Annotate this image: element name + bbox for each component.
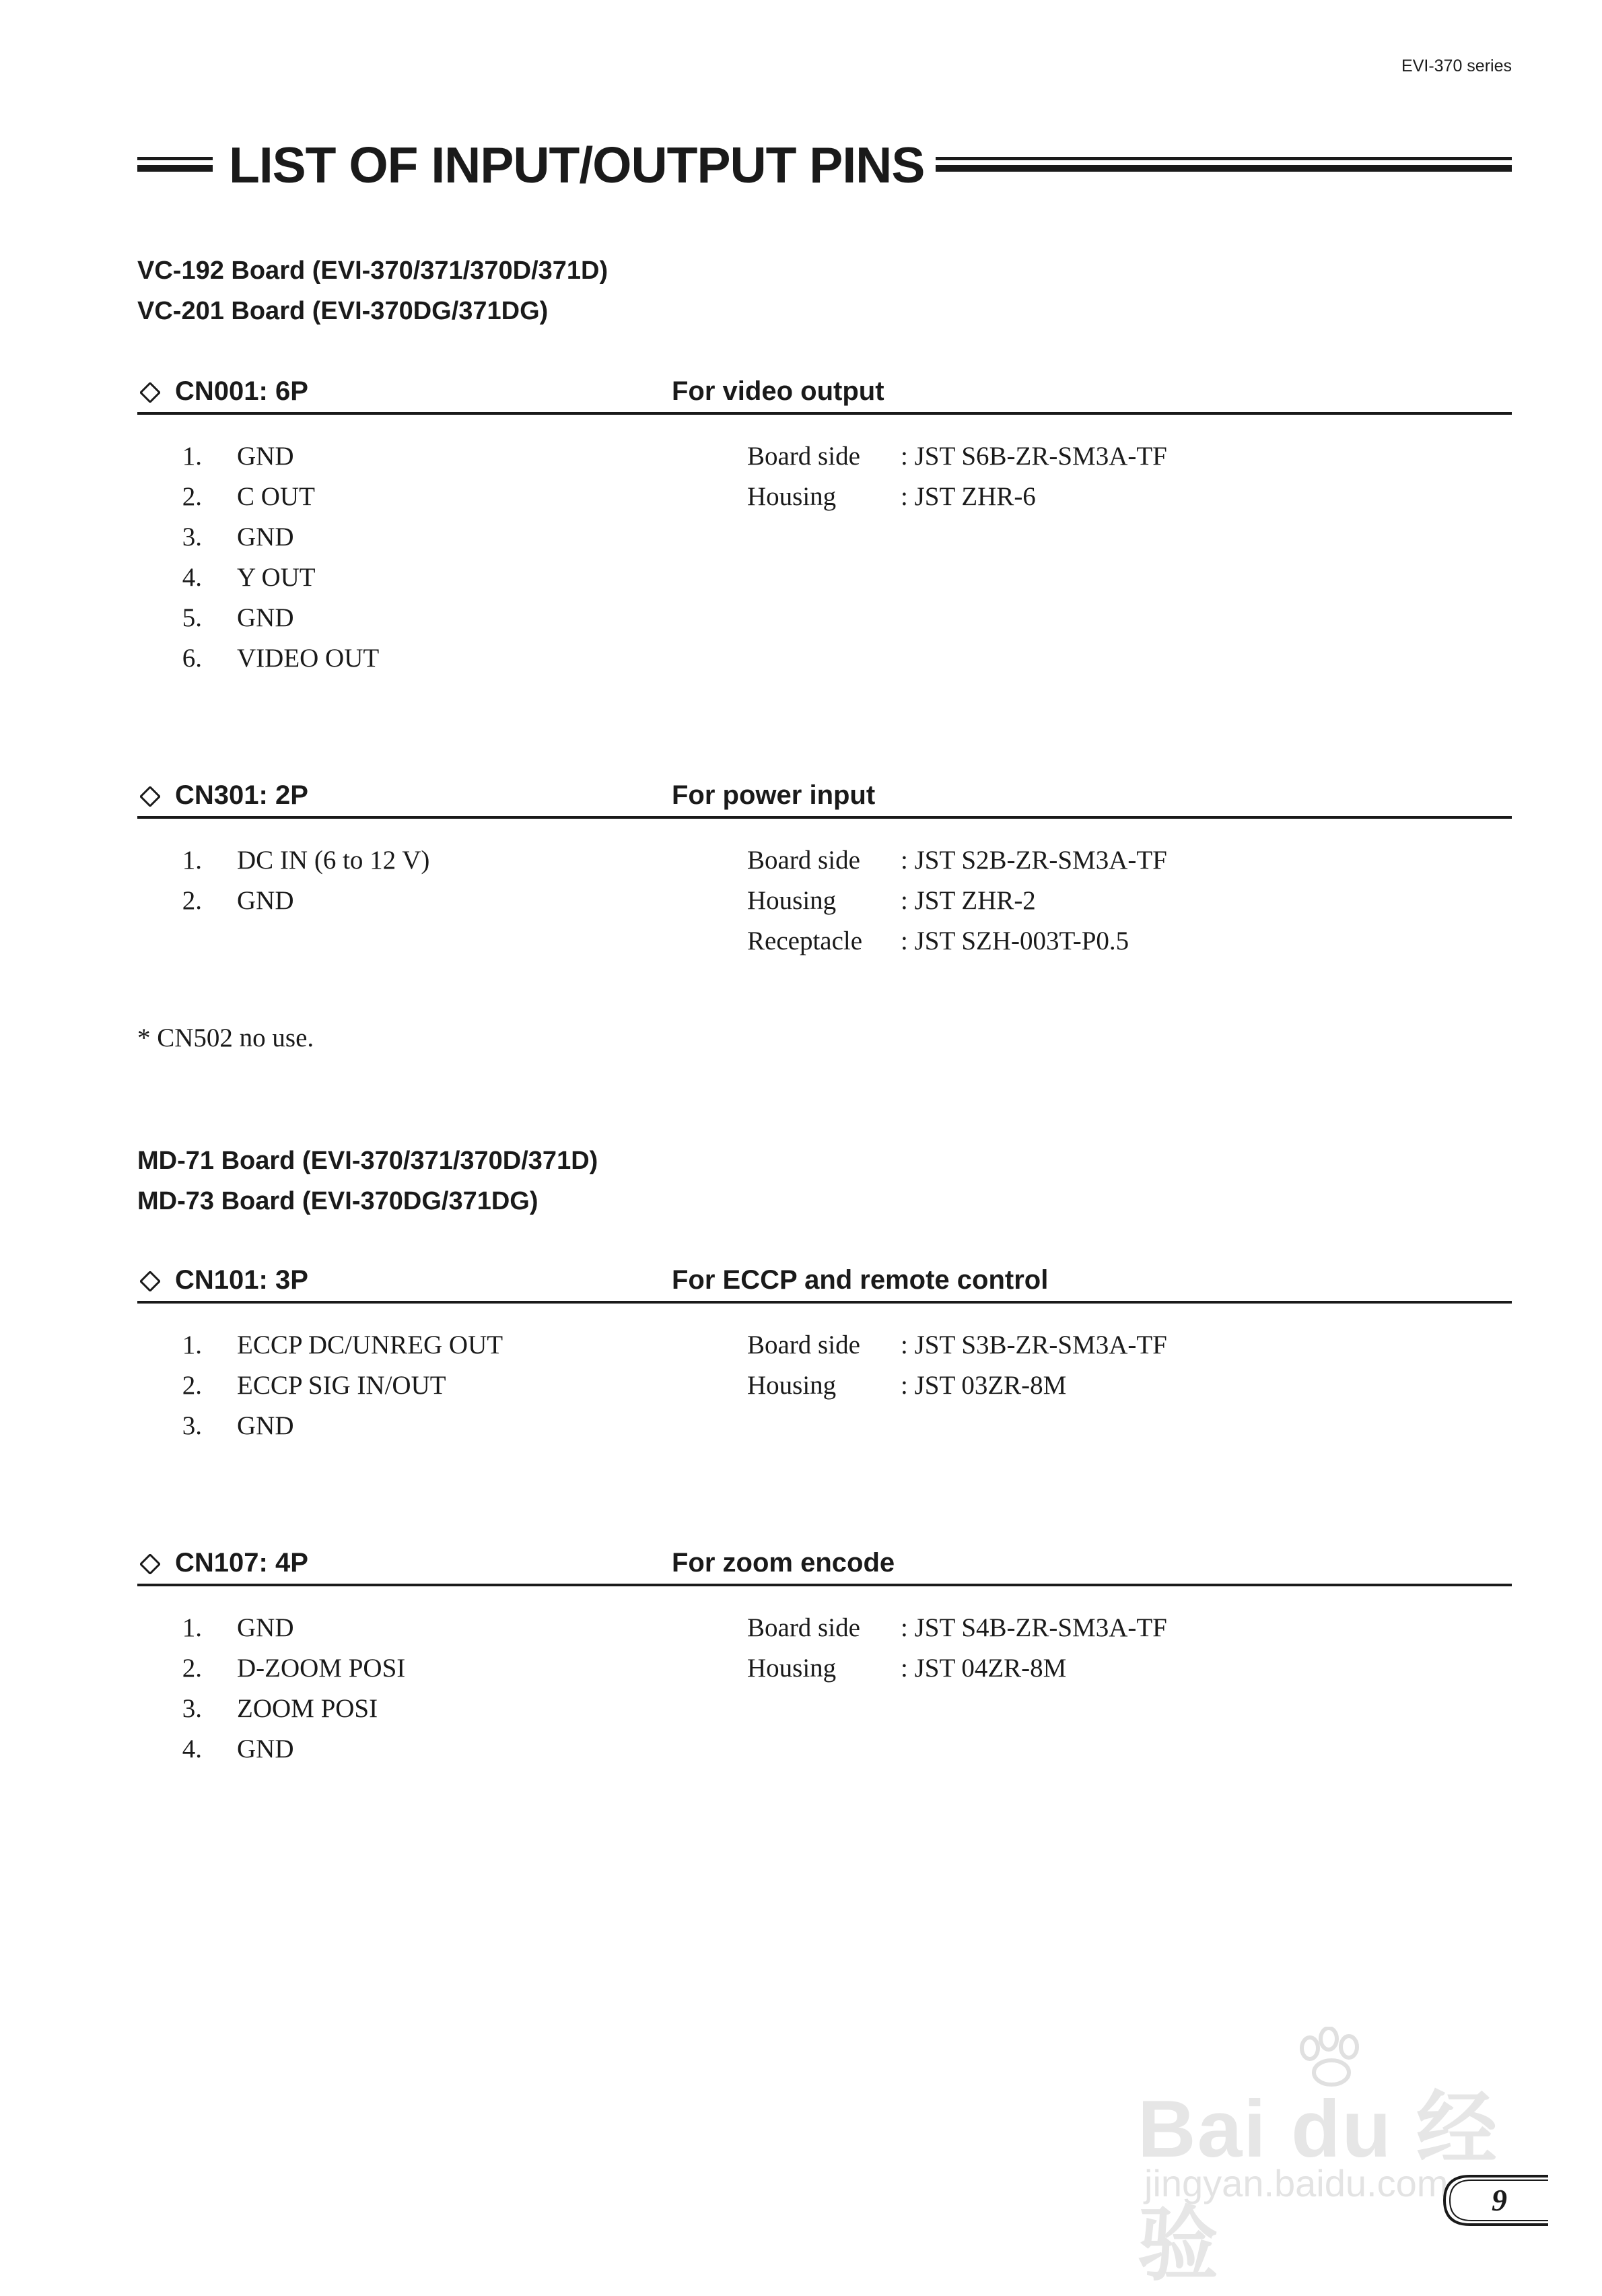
pin-name: ECCP DC/UNREG OUT xyxy=(237,1330,503,1359)
board-heading: MD-71 Board (EVI-370/371/370D/371D) xyxy=(137,1147,598,1175)
title-bar xyxy=(137,135,1512,195)
diamond-icon xyxy=(140,1271,160,1291)
spec-label: Board side xyxy=(747,846,860,875)
diamond-icon xyxy=(140,382,160,403)
pin-number: 4. xyxy=(182,563,202,592)
spec-value: : JST ZHR-6 xyxy=(901,482,1036,511)
watermark-brand: Bai du 经验 xyxy=(1138,2084,1499,2290)
spec-label: Housing xyxy=(747,482,837,511)
connector-purpose: For power input xyxy=(672,780,876,810)
pin-number: 2. xyxy=(182,482,202,511)
spec-label: Housing xyxy=(747,1371,837,1400)
spec-value: : JST S3B-ZR-SM3A-TF xyxy=(901,1330,1167,1359)
connector-header xyxy=(137,1542,1512,1586)
pin-name: DC IN (6 to 12 V) xyxy=(237,846,430,875)
pin-name: D-ZOOM POSI xyxy=(237,1654,406,1683)
connector-section xyxy=(137,370,1512,673)
spec-label: Board side xyxy=(747,1613,860,1642)
pin-name: GND xyxy=(237,1613,294,1642)
page-number: 9 xyxy=(1492,2183,1507,2217)
connector-name: CN301: 2P xyxy=(175,780,308,810)
pin-name: Y OUT xyxy=(237,563,316,592)
spec-value: : JST 04ZR-8M xyxy=(901,1654,1067,1683)
pin-name: ZOOM POSI xyxy=(237,1694,378,1723)
connector-purpose: For ECCP and remote control xyxy=(672,1265,1049,1295)
connector-header xyxy=(137,1259,1512,1304)
pin-name: GND xyxy=(237,603,294,632)
pin-number: 1. xyxy=(182,1613,202,1642)
connector-name: CN001: 6P xyxy=(175,376,308,406)
connector-section xyxy=(137,1259,1512,1440)
board-heading: MD-73 Board (EVI-370DG/371DG) xyxy=(137,1187,538,1215)
pin-number: 4. xyxy=(182,1734,202,1763)
connector-header xyxy=(137,370,1512,415)
pin-name: GND xyxy=(237,522,294,551)
note: * CN502 no use. xyxy=(137,1023,314,1052)
title-rule-left-top xyxy=(137,157,213,160)
pin-number: 3. xyxy=(182,1694,202,1723)
watermark-url: jingyan.baidu.com xyxy=(1144,2162,1449,2204)
spec-value: : JST S2B-ZR-SM3A-TF xyxy=(901,846,1167,875)
page-title: LIST OF INPUT/OUTPUT PINS xyxy=(229,135,935,195)
pin-name: GND xyxy=(237,886,294,915)
connector-purpose: For zoom encode xyxy=(672,1548,895,1578)
diamond-icon xyxy=(140,786,160,807)
spec-value: : JST 03ZR-8M xyxy=(901,1371,1067,1400)
title-rule-left-bottom xyxy=(137,165,213,172)
spec-value: : JST SZH-003T-P0.5 xyxy=(901,926,1129,955)
pin-number: 3. xyxy=(182,1411,202,1440)
pin-name: VIDEO OUT xyxy=(237,644,380,673)
spec-label: Housing xyxy=(747,1654,837,1683)
connector-section xyxy=(137,1542,1512,1763)
pin-name: ECCP SIG IN/OUT xyxy=(237,1371,446,1400)
pin-number: 6. xyxy=(182,644,202,673)
title-rule-right-bottom xyxy=(936,165,1512,172)
diamond-icon xyxy=(140,1554,160,1574)
connector-header xyxy=(137,774,1512,819)
pin-number: 5. xyxy=(182,603,202,632)
connector-name: CN101: 3P xyxy=(175,1265,308,1295)
connector-section xyxy=(137,774,1512,955)
connector-name: CN107: 4P xyxy=(175,1548,308,1578)
pin-number: 2. xyxy=(182,1654,202,1683)
title-rule-right-top xyxy=(936,157,1512,160)
pin-number: 2. xyxy=(182,1371,202,1400)
spec-label: Board side xyxy=(747,1330,860,1359)
pin-number: 2. xyxy=(182,886,202,915)
series-label: EVI-370 series xyxy=(1401,57,1512,75)
pin-number: 1. xyxy=(182,846,202,875)
connector-purpose: For video output xyxy=(672,376,884,406)
pin-number: 1. xyxy=(182,1330,202,1359)
pin-name: GND xyxy=(237,1734,294,1763)
board-heading: VC-201 Board (EVI-370DG/371DG) xyxy=(137,297,549,325)
spec-value: : JST S6B-ZR-SM3A-TF xyxy=(901,442,1167,471)
spec-value: : JST ZHR-2 xyxy=(901,886,1036,915)
spec-label: Receptacle xyxy=(747,926,863,955)
board-heading: VC-192 Board (EVI-370/371/370D/371D) xyxy=(137,257,608,285)
spec-value: : JST S4B-ZR-SM3A-TF xyxy=(901,1613,1167,1642)
pin-name: GND xyxy=(237,442,294,471)
pin-number: 1. xyxy=(182,442,202,471)
spec-label: Board side xyxy=(747,442,860,471)
page-number-badge xyxy=(1439,2172,1548,2229)
pin-name: GND xyxy=(237,1411,294,1440)
pin-number: 3. xyxy=(182,522,202,551)
spec-label: Housing xyxy=(747,886,837,915)
pin-name: C OUT xyxy=(237,482,315,511)
